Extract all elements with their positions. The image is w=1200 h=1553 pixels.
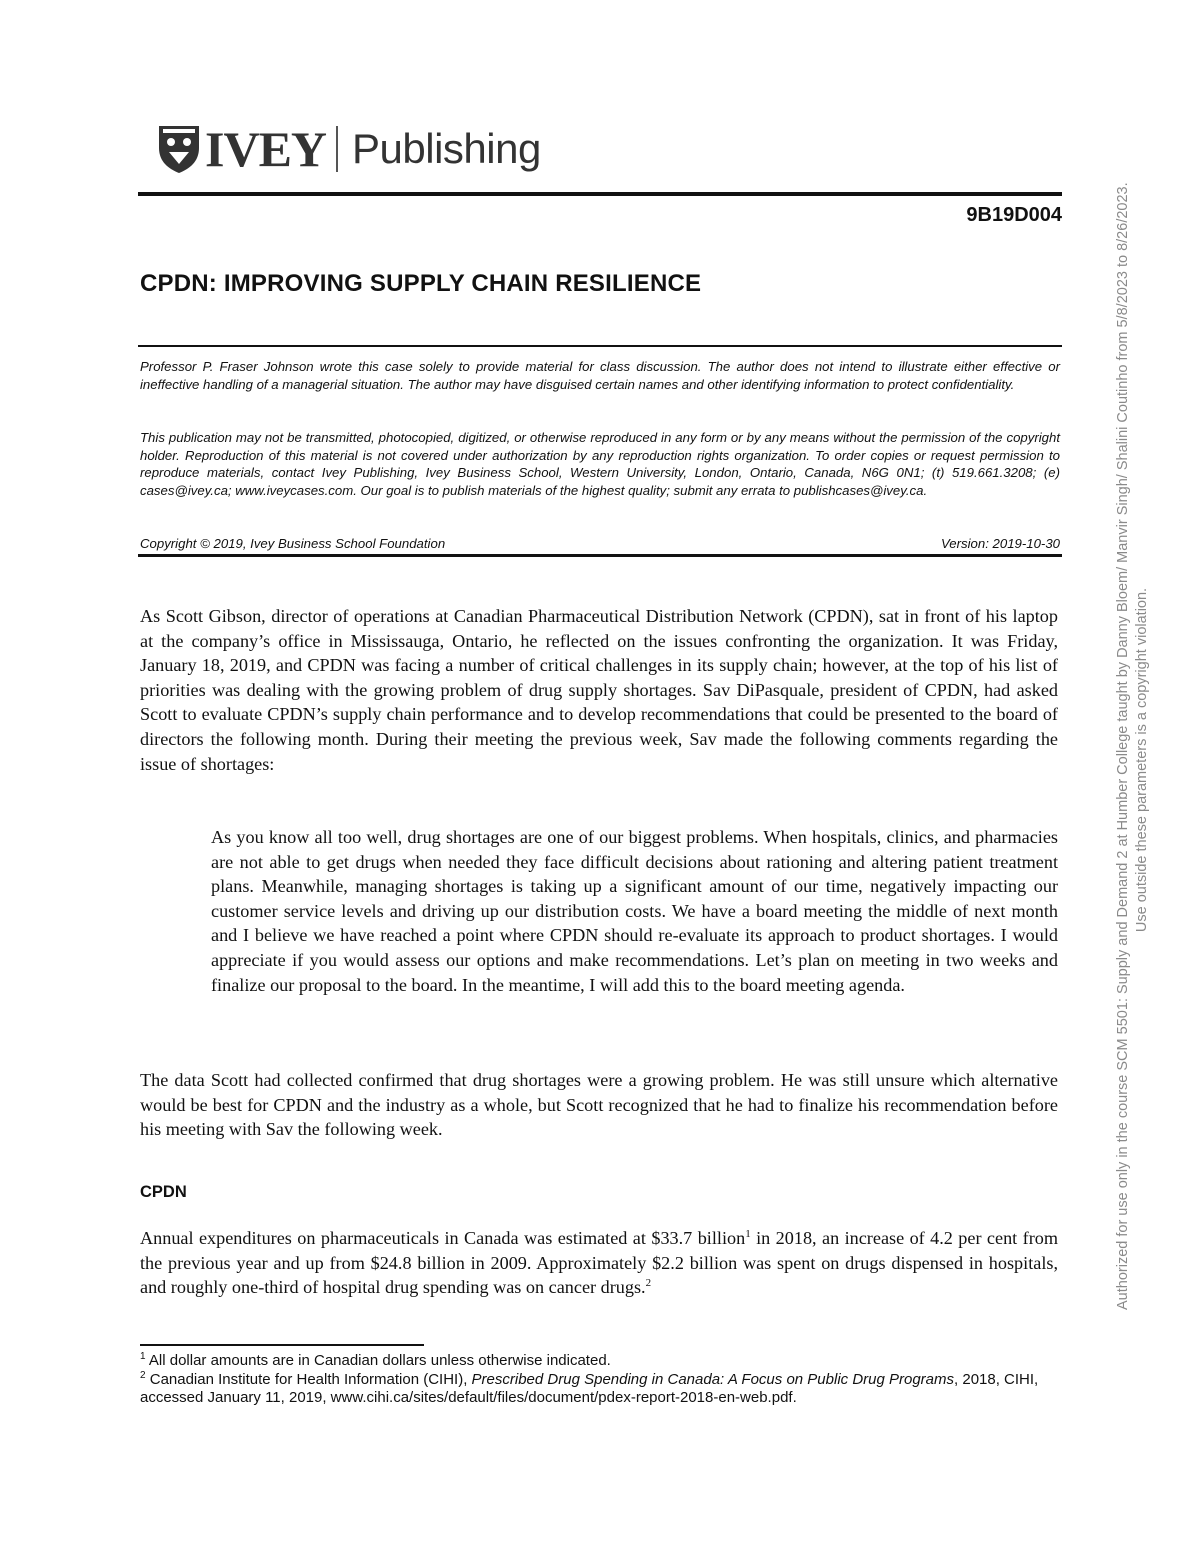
logo-divider [336, 126, 338, 172]
footnote-2-text-a: Canadian Institute for Health Information (CIHI), [145, 1370, 472, 1388]
footnote-1-mark: 1 [140, 1351, 146, 1362]
intro-paragraph: As Scott Gibson, director of operations at Canadian Pharmaceutical Distribution Network (CPDN), sat in front of his laptop at the company’s office in Mississauga, Ontario, he reflected on the issues confronting the organization. It was Friday, January 18, 2019, and CPDN was facing a number of critical challenges in its supply chain; however, at the top of his list of priorities was dealing with the growing problem of drug supply shortages. Sav DiPasquale, president of CPDN, had asked Scott to evaluate CPDN’s supply chain performance and to develop recommendations that could be presented to the board of directors the following month. During their meeting the previous week, Sav made the following comments regarding the issue of shortages: [140, 606, 1058, 774]
authorization-watermark [1114, 182, 1152, 1310]
title-rule [138, 345, 1062, 347]
footnote-1-text: All dollar amounts are in Canadian dollars unless otherwise indicated. [145, 1352, 611, 1369]
expenditure-paragraph [140, 1226, 1058, 1300]
ivey-publishing-logo [157, 118, 541, 180]
author-note: Professor P. Fraser Johnson wrote this case solely to provide material for class discussion. The author does not intend to illustrate either effective or ineffective handling of a managerial situation. The author may have disguised certain names and other identifying information to protect confidentiality. [140, 359, 1060, 392]
logo-publisher: Publishing [352, 125, 541, 172]
copyright-line [140, 536, 1060, 551]
version-text: Version: 2019-10-30 [940, 536, 1060, 551]
copyright-text: Copyright © 2019, Ivey Business School Foundation [140, 536, 446, 551]
watermark-line-1: Authorized for use only in the course SCM 5501: Supply and Demand 2 at Humber College taught by Danny Bloem/ Manvir Singh/ Shalini Coutinho from 5/8/2023 to 8/26/2023. [1115, 182, 1131, 1310]
footnote-ref-2: 2 [645, 1277, 652, 1290]
permission-note: This publication may not be transmitted, photocopied, digitized, or otherwise reproduced in any form or by any means without the permission of the copyright holder. Reproduction of this material is not covered under authorization by any reproduction rights organization. To order copies or request permission to reproduce materials, contact Ivey Publishing, Ivey Business School, Western University, London, Ontario, Canada, N6G 0N1; (t) 519.661.3208; (e) cases@ivey.ca; www.iveycases.com. Our goal is to publish materials of the highest quality; submit any errata to publishcases@ivey.ca. [140, 430, 1060, 498]
section-heading: CPDN [140, 1183, 187, 1201]
footnote-rule [140, 1344, 424, 1346]
footnote-1 [140, 1352, 1060, 1371]
case-number: 9B19D004 [966, 204, 1062, 226]
footnotes [140, 1352, 1060, 1408]
footnote-2 [140, 1371, 1060, 1408]
university-crest-icon [157, 124, 201, 174]
block-quote: As you know all too well, drug shortages are one of our biggest problems. When hospitals, clinics, and pharmacies are not able to get drugs when needed they face difficult decisions about rationing and altering patient treatment plans. Meanwhile, managing shortages is taking up a significant amount of our time, negatively impacting our customer service levels and driving up our distribution costs. We have a board meeting the middle of next month and I believe we have reached a point where CPDN should re-evaluate its approach to product shortages. I would appreciate if you would assess our options and make recommendations. Let’s plan on meeting in two weeks and finalize our proposal to the board. In the meantime, I will add this to the board meeting agenda. [211, 827, 1058, 995]
footnote-2-mark: 2 [140, 1369, 146, 1381]
expenditure-text-b: in 2018, an increase of 4.2 per cent from the previous year and up from $24.8 billion in 2009. Approximately $2.2 billion was spent on drugs dispensed in hospitals, and roughly one-third of hospital drug spending was on cancer drugs. [140, 1228, 1058, 1298]
data-paragraph: The data Scott had collected confirmed that drug shortages were a growing problem. He was still unsure which alternative would be best for CPDN and the industry as a whole, but Scott recognized that he had to finalize his recommendation before his meeting with Sav the following week. [140, 1070, 1058, 1140]
expenditure-text-a: Annual expenditures on pharmaceuticals in Canada was estimated at $33.7 billion [140, 1228, 746, 1248]
header-rule [138, 192, 1062, 196]
footnote-2-title: Prescribed Drug Spending in Canada: A Focus on Public Drug Programs [471, 1370, 955, 1388]
watermark-line-2: Use outside these parameters is a copyright violation. [1134, 587, 1150, 933]
footnote-ref-1: 1 [745, 1227, 751, 1240]
footnote-2-text-b: , 2018, CIHI, accessed January 11, 2019, www.cihi.ca/sites/default/files/document/pdex-report-2018-en-web.pdf. [140, 1370, 1039, 1407]
copyright-rule [138, 554, 1062, 557]
case-title: CPDN: IMPROVING SUPPLY CHAIN RESILIENCE [140, 270, 702, 297]
logo-brand: IVEY [205, 121, 327, 177]
